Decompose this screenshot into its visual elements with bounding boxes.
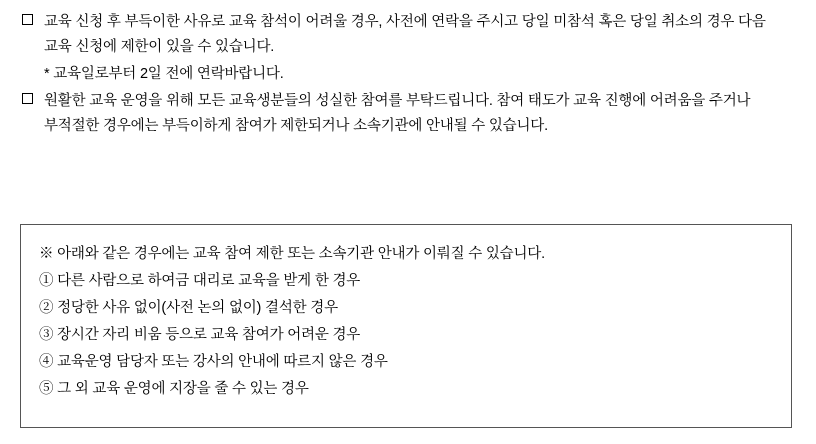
list-item bbox=[22, 89, 794, 139]
notice-subnote: * 교육일로부터 2일 전에 연락바랍니다. bbox=[44, 66, 284, 82]
notice-text: 교육 신청 후 부득이한 사유로 교육 참석이 어려울 경우, 사전에 연락을 주시고 당일 미참석 혹은 당일 취소의 경우 다음 교육 신청에 제한이 있을 수 있습니다. bbox=[44, 14, 770, 55]
notice-text: 원활한 교육 운영을 위해 모든 교육생분들의 성실한 참여를 부탁드립니다. 참여 태도가 교육 진행에 어려움을 주거나 부적절한 경우에는 부득이하게 참여가 제한되거나 소속기관에 안내될 수 있습니다. bbox=[44, 93, 755, 134]
box-item: ③ 장시간 자리 비움 등으로 교육 참여가 어려운 경우 bbox=[39, 327, 361, 343]
restriction-box bbox=[20, 224, 792, 428]
box-item: ⑤ 그 외 교육 운영에 지장을 줄 수 있는 경우 bbox=[39, 381, 309, 397]
box-heading: ※ 아래와 같은 경우에는 교육 참여 제한 또는 소속기관 안내가 이뤄질 수 있습니다. bbox=[39, 246, 545, 262]
box-item: ④ 교육운영 담당자 또는 강사의 안내에 따르지 않은 경우 bbox=[39, 354, 388, 370]
notice-list bbox=[22, 10, 794, 139]
box-item: ① 다른 사람으로 하여금 대리로 교육을 받게 한 경우 bbox=[39, 273, 361, 289]
list-item bbox=[22, 10, 794, 60]
checkbox-empty-icon bbox=[22, 14, 33, 25]
checkbox-empty-icon bbox=[22, 93, 33, 104]
box-item: ② 정당한 사유 없이(사전 논의 없이) 결석한 경우 bbox=[39, 300, 338, 316]
